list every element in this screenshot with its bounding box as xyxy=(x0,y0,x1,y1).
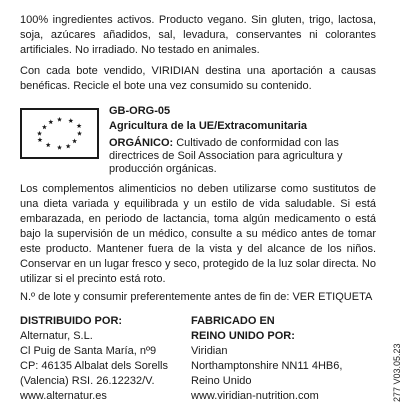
distributor-line: Alternatur, S.L. xyxy=(20,330,93,342)
distributor-line: CP: 46135 Albalat dels Sorells xyxy=(20,360,168,372)
organic-certification xyxy=(20,104,380,182)
manufacturer-heading: FABRICADO EN xyxy=(191,315,275,327)
ingredients-note: 100% ingredientes activos. Producto vegano. Sin gluten, trigo, lactosa, soja, azúcares añadidos, sal, levadura, conservantes ni colorantes artificiales. No irradiado. No testado en animales. xyxy=(20,14,376,56)
distributor-website: www.alternatur.es xyxy=(20,390,107,402)
distributor-line: Cl Puig de Santa María, nº9 xyxy=(20,345,157,357)
donation-note: Con cada bote vendido, VIRIDIAN destina una aportación a causas benéficas. Recicle el bote una vez consumido su contenido. xyxy=(20,65,376,92)
warning-note: Los complementos alimenticios no deben utilizarse como sustitutos de una dieta variada y equilibrada y un estilo de vida saludable. Si está embarazada, en periodo de lactancia, toma algún medicamento o está bajo la supervisión de un médico, consulte a su médico antes de tomar este producto. Mantener fuera de la vista y del alcance de los niños. Conservar en un lugar fresco y seco, protegido de la luz solar directa. No utilizar si el precinto está roto. xyxy=(20,183,376,285)
manufacturer-website: www.viridian-nutrition.com xyxy=(191,390,319,402)
distributor-info xyxy=(20,314,195,404)
organic-description xyxy=(109,137,374,176)
manufacturer-heading: REINO UNIDO POR: xyxy=(191,330,295,342)
distributor-heading: DISTRIBUIDO POR: xyxy=(20,315,123,327)
organic-text: Cultivado de conformidad con las directrices de Soil Association para agricultura y producción orgánicas. xyxy=(109,137,343,175)
organic-label: ORGÁNICO: xyxy=(109,137,174,149)
manufacturer-line: Viridian xyxy=(191,345,228,357)
lot-note: N.º de lote y consumir preferentemente antes de fin de: VER ETIQUETA xyxy=(20,291,373,303)
manufacturer-line: Reino Unido xyxy=(191,375,252,387)
side-code: 277 V03.05.23 xyxy=(392,343,402,402)
organic-agriculture: Agricultura de la UE/Extracomunitaria xyxy=(109,120,308,132)
manufacturer-info xyxy=(191,314,361,404)
manufacturer-line: Northamptonshire NN11 4HB6, xyxy=(191,360,343,372)
distributor-line: (Valencia) RSI. 26.12232/V. xyxy=(20,375,155,387)
organic-code: GB-ORG-05 xyxy=(109,105,171,117)
eu-organic-leaf-icon xyxy=(20,108,99,159)
